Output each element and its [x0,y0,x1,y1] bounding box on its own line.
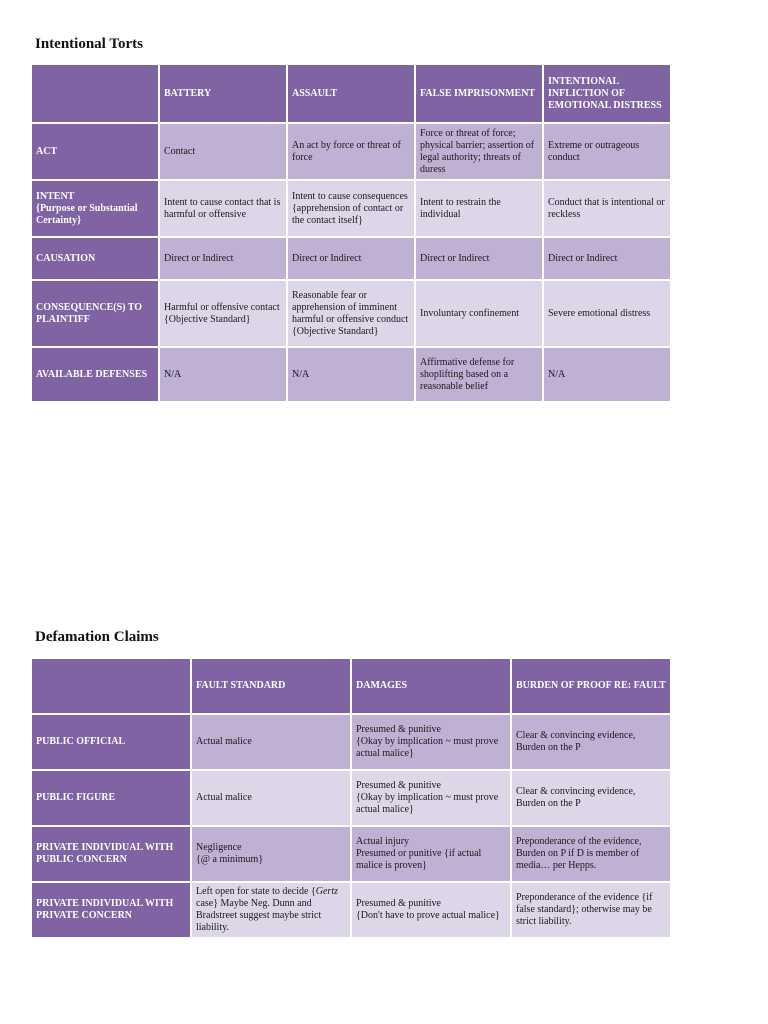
table-row [32,124,670,179]
torts-title: Intentional Torts [35,36,143,52]
table-cell: N/A [288,348,414,401]
table-cell: Intent to cause contact that is harmful or offensive [160,181,286,236]
torts-col-header: INTENTIONAL INFLICTION OF EMOTIONAL DISTRESS [544,65,670,122]
torts-col-header: FALSE IMPRISONMENT [416,65,542,122]
table-cell: Harmful or offensive contact {Objective Standard} [160,281,286,346]
table-cell: Actual malice [192,771,350,825]
table-cell: Actual malice [192,715,350,769]
table-cell [192,883,350,937]
table-cell: Preponderance of the evidence, Burden on P if D is member of media… per Hepps. [512,827,670,881]
table-cell: Direct or Indirect [288,238,414,279]
gertz-case-name: Gertz [315,886,338,897]
table-cell: Affirmative defense for shoplifting based on a reasonable belief [416,348,542,401]
table-cell: Contact [160,124,286,179]
gertz-text-before: Left open for state to decide { [196,886,316,897]
table-cell: Severe emotional distress [544,281,670,346]
table-cell: N/A [160,348,286,401]
defamation-col-header: DAMAGES [352,659,510,713]
table-row [32,883,670,937]
table-cell: Reasonable fear or apprehension of imminent harmful or offensive conduct {Objective Standard} [288,281,414,346]
table-cell: Actual injury Presumed or punitive {if actual malice is proven} [352,827,510,881]
table-row [32,348,670,401]
intentional-torts-table [30,63,672,403]
table-cell: Force or threat of force; physical barrier; assertion of legal authority; threats of duress [416,124,542,179]
table-cell: Extreme or outrageous conduct [544,124,670,179]
table-cell: Involuntary confinement [416,281,542,346]
table-row [32,771,670,825]
table-cell: Intent to cause consequences {apprehension of contact or the contact itself} [288,181,414,236]
table-cell: Presumed & punitive {Okay by implication ~ must prove actual malice} [352,771,510,825]
table-cell: Intent to restrain the individual [416,181,542,236]
table-cell: Clear & convincing evidence, Burden on the P [512,771,670,825]
table-cell: Direct or Indirect [416,238,542,279]
table-cell: Direct or Indirect [544,238,670,279]
table-cell: Presumed & punitive {Okay by implication ~ must prove actual malice} [352,715,510,769]
defamation-row-header: PRIVATE INDIVIDUAL WITH PUBLIC CONCERN [32,827,190,881]
table-row [32,715,670,769]
table-cell: Clear & convincing evidence, Burden on the P [512,715,670,769]
table-row [32,238,670,279]
table-cell: N/A [544,348,670,401]
table-cell: Presumed & punitive {Don't have to prove actual malice} [352,883,510,937]
table-cell: Direct or Indirect [160,238,286,279]
defamation-col-header: BURDEN OF PROOF RE: FAULT [512,659,670,713]
table-row [32,181,670,236]
table-row [32,281,670,346]
torts-row-header: ACT [32,124,158,179]
torts-row-header: CAUSATION [32,238,158,279]
defamation-row-header: PUBLIC OFFICIAL [32,715,190,769]
torts-header-row [32,65,670,122]
table-cell: Preponderance of the evidence {if false standard}; otherwise may be strict liability. [512,883,670,937]
defamation-row-header: PRIVATE INDIVIDUAL WITH PRIVATE CONCERN [32,883,190,937]
torts-col-header: ASSAULT [288,65,414,122]
table-cell: Conduct that is intentional or reckless [544,181,670,236]
defamation-corner-cell [32,659,190,713]
table-row [32,827,670,881]
torts-corner-cell [32,65,158,122]
torts-row-header: CONSEQUENCE(S) TO PLAINTIFF [32,281,158,346]
defamation-title: Defamation Claims [35,629,159,645]
defamation-row-header: PUBLIC FIGURE [32,771,190,825]
torts-row-header: INTENT {Purpose or Substantial Certainty} [32,181,158,236]
defamation-claims-table [30,657,672,939]
defamation-header-row [32,659,670,713]
table-cell: Negligence {@ a minimum} [192,827,350,881]
table-cell: An act by force or threat of force [288,124,414,179]
torts-col-header: BATTERY [160,65,286,122]
torts-row-header: AVAILABLE DEFENSES [32,348,158,401]
defamation-col-header: FAULT STANDARD [192,659,350,713]
gertz-text-after: case} Maybe Neg. Dunn and Bradstreet suggest maybe strict liability. [196,898,322,933]
